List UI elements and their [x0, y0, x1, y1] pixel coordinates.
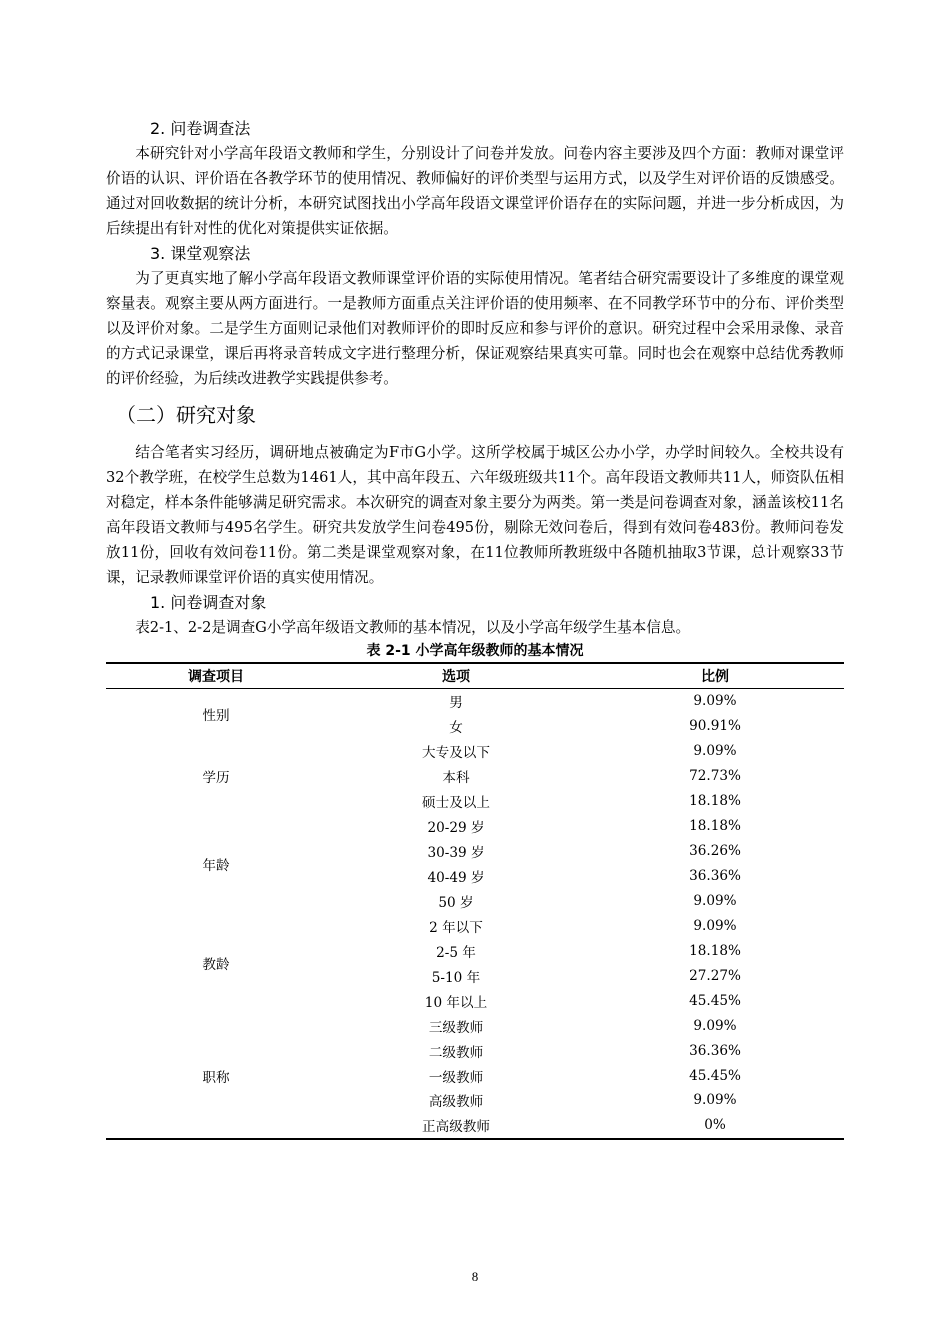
option-cell: 10 年以上 [424, 994, 488, 1011]
option-cell: 三级教师 [428, 1019, 484, 1036]
option-cell: 40-49 岁 [427, 870, 485, 887]
ratio-cell: 18.18% [689, 818, 741, 835]
table-body [106, 689, 844, 1139]
paragraph-research-subjects: 结合笔者实习经历，调研地点被确定为F市G小学。这所学校属于城区公办小学，办学时间较久。全校共设有32个教学班，在校学生总数为1461人，其中高年段五、六年级班级共11个。高年段语文教师共11人，师资队伍相对稳定，样本条件能够满足研究需求。本次研究的调查对象主要分为两类。第一类是问卷调查对象，涵盖该校11名高年段语文教师与495名学生。研究共发放学生问卷495份，剔除无效问卷后，得到有效问卷483份。教师问卷发放11份，回收有效问卷11份。第二类是课堂观察对象，在11位教师所教班级中各随机抽取3节课，总计观察33节课，记录教师课堂评价语的真实使用情况。 [106, 444, 844, 586]
page-number: 8 [471, 1269, 479, 1284]
table-caption: 表 2-1 小学高年级教师的基本情况 [366, 643, 584, 659]
survey-item-cell: 教龄 [202, 957, 230, 974]
ratio-cell: 9.09% [693, 743, 737, 760]
option-cell: 高级教师 [428, 1094, 484, 1111]
ratio-cell: 9.09% [693, 1092, 737, 1109]
option-cell: 男 [449, 695, 463, 712]
ratio-cell: 0% [704, 1117, 726, 1134]
paragraph-classroom-observation: 为了更真实地了解小学高年段语文教师课堂评价语的实际使用情况。笔者结合研究需要设计了多维度的课堂观察量表。观察主要从两方面进行。一是教师方面重点关注评价语的使用频率、在不同教学环节中的分布、评价类型以及评价对象。二是学生方面则记录他们对教师评价的即时反应和参与评价的意识。研究过程中会采用录像、录音的方式记录课堂，课后再将录音转成文字进行整理分析，保证观察结果真实可靠。同时也会在观察中总结优秀教师的评价经验，为后续改进教学实践提供参考。 [106, 270, 844, 387]
ratio-cell: 27.27% [689, 967, 741, 984]
ratio-cell: 36.26% [689, 843, 741, 860]
heading-questionnaire-method: 2. 问卷调查法 [150, 119, 251, 138]
paragraph-table-intro: 表2-1、2-2是调查G小学高年级语文教师的基本情况，以及小学高年级学生基本信息。 [135, 619, 691, 636]
ratio-cell: 45.45% [689, 992, 741, 1009]
ratio-cell: 72.73% [689, 768, 741, 785]
option-cell: 本科 [442, 770, 470, 787]
table-row [106, 814, 844, 839]
option-cell: 20-29 岁 [427, 820, 485, 837]
heading-classroom-observation: 3. 课堂观察法 [150, 244, 251, 263]
option-cell: 一级教师 [428, 1069, 484, 1086]
table-header-row [106, 663, 844, 689]
table-row [106, 689, 844, 714]
teacher-info-table [106, 662, 844, 1140]
option-cell: 二级教师 [428, 1044, 484, 1061]
table-row [106, 1013, 844, 1038]
survey-item-cell: 性别 [202, 707, 230, 724]
option-cell: 正高级教师 [422, 1119, 490, 1136]
option-cell: 2-5 年 [436, 944, 476, 961]
ratio-cell: 18.18% [689, 942, 741, 959]
heading-research-subjects: （二）研究对象 [116, 403, 256, 427]
ratio-cell: 36.36% [689, 1042, 741, 1059]
heading-survey-subjects: 1. 问卷调查对象 [150, 593, 267, 612]
ratio-cell: 36.36% [689, 868, 741, 885]
option-cell: 30-39 岁 [427, 845, 485, 862]
header-ratio: 比例 [586, 663, 844, 689]
survey-item-cell: 职称 [202, 1069, 230, 1086]
ratio-cell: 45.45% [689, 1067, 741, 1084]
ratio-cell: 90.91% [689, 718, 741, 735]
ratio-cell: 9.09% [693, 1017, 737, 1034]
survey-item-cell: 学历 [202, 770, 230, 787]
paragraph-questionnaire-method: 本研究针对小学高年段语文教师和学生，分别设计了问卷并发放。问卷内容主要涉及四个方面：教师对课堂评价语的认识、评价语在各教学环节的使用情况、教师偏好的评价类型与运用方式，以及学生对评价语的反馈感受。通过对回收数据的统计分析，本研究试图找出小学高年段语文课堂评价语存在的实际问题，并进一步分析成因，为后续提出有针对性的优化对策提供实证依据。 [106, 145, 844, 237]
survey-item-cell: 年龄 [202, 857, 230, 874]
option-cell: 50 岁 [438, 894, 474, 911]
option-cell: 5-10 年 [431, 969, 481, 986]
ratio-cell: 9.09% [693, 892, 737, 909]
ratio-cell: 9.09% [693, 917, 737, 934]
page-content [106, 116, 844, 1140]
ratio-cell: 18.18% [689, 793, 741, 810]
ratio-cell: 9.09% [693, 693, 737, 710]
option-cell: 2 年以下 [429, 919, 483, 936]
option-cell: 大专及以下 [422, 745, 490, 762]
header-survey-item: 调查项目 [106, 663, 326, 689]
option-cell: 女 [449, 720, 463, 737]
table-row [106, 739, 844, 764]
option-cell: 硕士及以上 [422, 795, 490, 812]
header-option: 选项 [326, 663, 586, 689]
table-row [106, 913, 844, 938]
